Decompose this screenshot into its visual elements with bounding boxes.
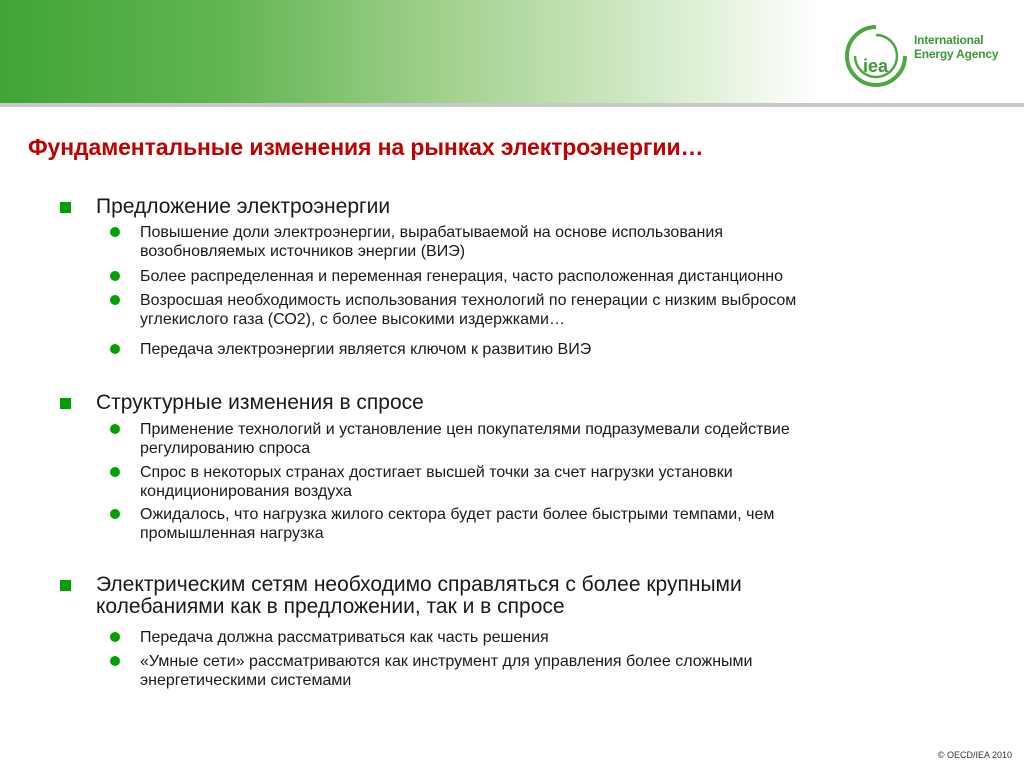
section-heading: колебаниями как в предложении, так и в спросе xyxy=(96,595,565,618)
list-item: Применение технологий и установление цен покупателями подразумевали содействие xyxy=(140,421,790,438)
list-item-bullet xyxy=(110,424,120,434)
list-item-bullet xyxy=(110,467,120,477)
list-item: Повышение доли электроэнергии, вырабатываемой на основе использования xyxy=(140,224,723,241)
logo-mark-text: iea xyxy=(863,56,889,76)
list-item: углекислого газа (СО2), с более высокими издержками… xyxy=(140,311,565,328)
list-item-bullet xyxy=(110,509,120,519)
section-bullet xyxy=(60,580,71,591)
list-item: Передача должна рассматриваться как часть решения xyxy=(140,629,549,646)
list-item-bullet xyxy=(110,344,120,354)
list-item: Передача электроэнергии является ключом к развитию ВИЭ xyxy=(140,341,592,358)
list-item: Более распределенная и переменная генерация, часто расположенная дистанционно xyxy=(140,268,784,285)
slide-title: Фундаментальные изменения на рынках электроэнергии… xyxy=(28,134,704,160)
section-heading: Предложение электроэнергии xyxy=(96,195,391,218)
list-item: возобновляемых источников энергии (ВИЭ) xyxy=(140,243,466,260)
list-item-bullet xyxy=(110,227,120,237)
list-item: Спрос в некоторых странах достигает высшей точки за счет нагрузки установки xyxy=(140,464,733,481)
list-item: кондиционирования воздуха xyxy=(140,483,352,500)
section-heading: Структурные изменения в спросе xyxy=(96,391,424,414)
list-item: «Умные сети» рассматриваются как инструмент для управления более сложными xyxy=(140,653,753,670)
list-item: Ожидалось, что нагрузка жилого сектора будет расти более быстрыми темпами, чем xyxy=(140,506,775,523)
logo-line-1: International xyxy=(914,33,984,47)
section-bullet xyxy=(60,398,71,409)
list-item-bullet xyxy=(110,295,120,305)
logo-line-2: Energy Agency xyxy=(914,47,999,61)
list-item-bullet xyxy=(110,271,120,281)
list-item: регулированию спроса xyxy=(140,440,311,457)
copyright-footer: © OECD/IEA 2010 xyxy=(937,750,1012,760)
section-heading: Электрическим сетям необходимо справляться с более крупными xyxy=(96,573,742,596)
list-item-bullet xyxy=(110,632,120,642)
section-bullet xyxy=(60,202,71,213)
list-item: промышленная нагрузка xyxy=(140,525,324,542)
list-item-bullet xyxy=(110,656,120,666)
list-item: энергетическими системами xyxy=(140,672,352,689)
list-item: Возросшая необходимость использования технологий по генерации с низким выбросом xyxy=(140,292,797,309)
